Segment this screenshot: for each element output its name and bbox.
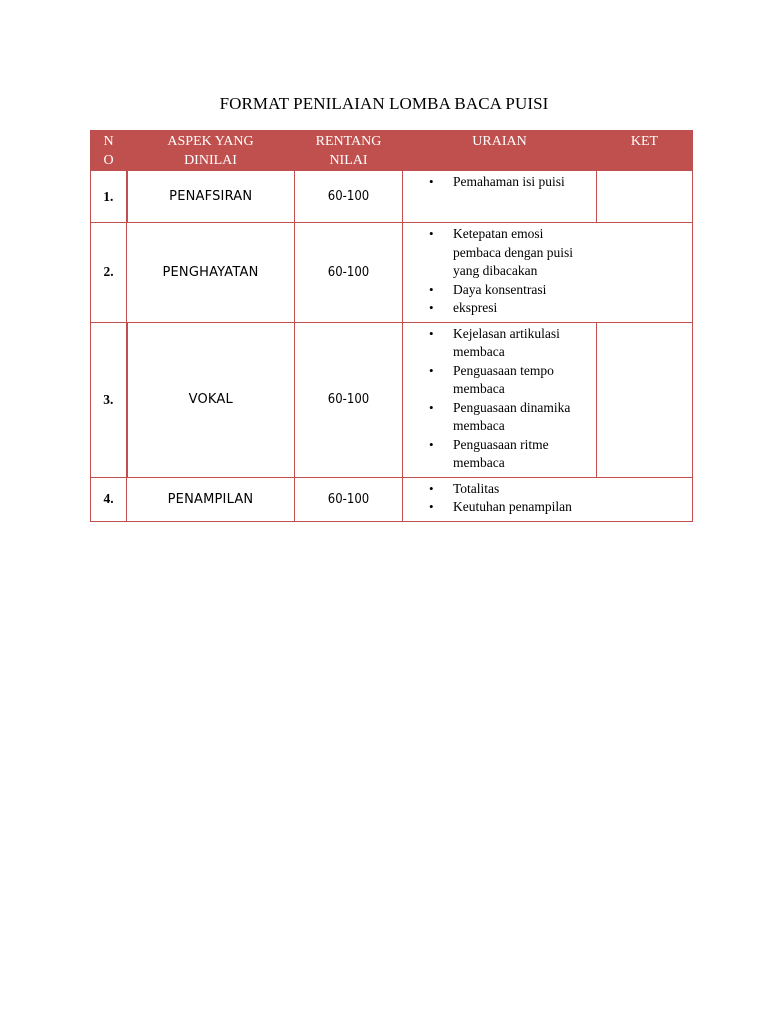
table-header-row [91, 131, 693, 171]
header-rentang-line2: NILAI [329, 153, 368, 168]
description-cell [403, 322, 597, 477]
ket-cell [597, 171, 693, 223]
list-item: • Pemahaman isi puisi [403, 173, 592, 192]
range-cell: 60-100 [295, 322, 403, 477]
aspect-cell: PENAMPILAN [127, 477, 295, 521]
header-no-line2: O [103, 153, 114, 168]
header-ket [597, 131, 693, 171]
range-cell: 60-100 [295, 223, 403, 323]
header-aspek [127, 131, 295, 171]
header-ket-label: KET [630, 134, 659, 149]
list-item: • Ketepatan emosi pembaca dengan puisi yang dibacakan [403, 225, 593, 281]
document-title: FORMAT PENILAIAN LOMBA BACA PUISI [219, 94, 549, 113]
header-rentang-line1: RENTANG [315, 134, 382, 149]
row-number: 4. [91, 477, 127, 521]
aspect-cell: VOKAL [127, 322, 295, 477]
list-item: • ekspresi [403, 299, 593, 318]
list-item: • Penguasaan dinamika membaca [403, 399, 592, 436]
description-list [403, 478, 692, 521]
row-number: 2. [91, 223, 127, 323]
list-item: • Penguasaan ritme membaca [403, 436, 592, 473]
description-cell [403, 223, 693, 323]
scoring-table [90, 130, 693, 522]
header-rentang [295, 131, 403, 171]
list-item: • Totalitas [403, 480, 688, 499]
header-uraian-label: URAIAN [472, 134, 527, 149]
description-list [403, 223, 597, 322]
header-aspek-line2: DINILAI [184, 153, 237, 168]
row-number: 1. [91, 171, 127, 223]
header-no-line1: N [103, 134, 114, 149]
list-item: • Keutuhan penampilan [403, 498, 688, 517]
header-uraian [403, 131, 597, 171]
table-row [91, 322, 693, 477]
aspect-cell: PENAFSIRAN [127, 171, 295, 223]
description-cell [403, 477, 693, 521]
range-cell: 60-100 [295, 477, 403, 521]
header-no [91, 131, 127, 171]
table-row [91, 223, 693, 323]
table-row [91, 477, 693, 521]
row-number: 3. [91, 322, 127, 477]
ket-cell [597, 322, 693, 477]
description-list [403, 171, 596, 196]
list-item: • Daya konsentrasi [403, 281, 593, 300]
aspect-cell: PENGHAYATAN [127, 223, 295, 323]
description-list [403, 323, 596, 477]
range-cell: 60-100 [295, 171, 403, 223]
table-row [91, 171, 693, 223]
list-item: • Penguasaan tempo membaca [403, 362, 592, 399]
description-cell [403, 171, 597, 223]
header-aspek-line1: ASPEK YANG [167, 134, 254, 149]
list-item: • Kejelasan artikulasi membaca [403, 325, 592, 362]
